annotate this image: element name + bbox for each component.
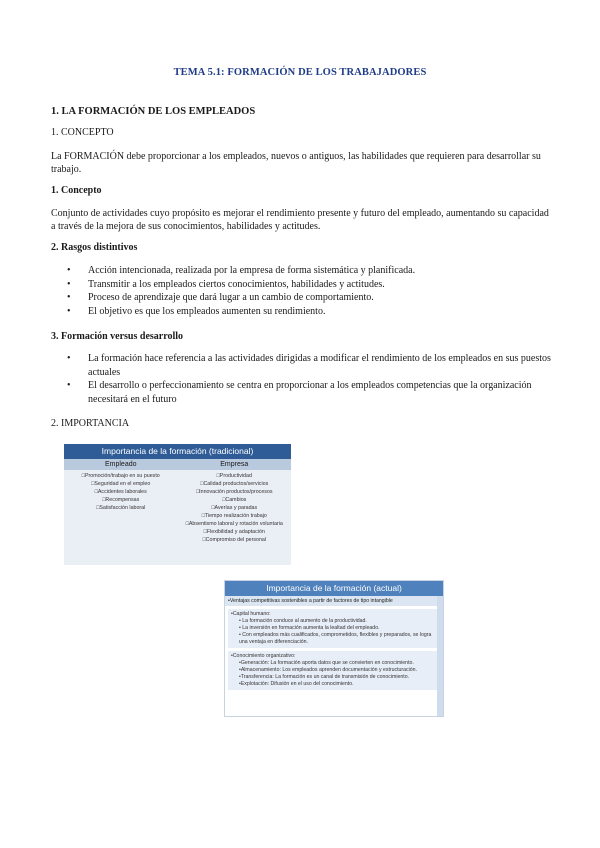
list-item: □Absentismo laboral y rotación voluntaria (185, 521, 283, 527)
conocimiento-section (228, 651, 440, 690)
list-item: □Compromiso del personal (202, 537, 267, 543)
bullet-icon: • (67, 380, 71, 391)
actual-importance-figure (224, 580, 444, 717)
list-item: □Productividad (216, 473, 252, 479)
list-item: • El desarrollo o perfeccionamiento se centra en proporcionar a los empleados competencias que la organización necesitará en el futuro (67, 380, 532, 405)
intro-paragraph: La FORMACIÓN debe proporcionar a los empleados, nuevos o antiguos, las habilidades que requieren para desarrollar su trabajo. (51, 151, 541, 175)
list-item: • Con empleados más cualificados, comprometidos, flexibles y preparados, se logra una ventaja en diferenciación. (239, 632, 432, 645)
list-item: □Calidad productos/servicios (200, 481, 269, 487)
figure-lead: •Ventajas competitivas sostenibles a partir de factores de tipo intangible (225, 596, 443, 606)
list-item: □Innovación productos/procesos (195, 489, 273, 495)
capital-humano-section (228, 609, 440, 648)
list-item: • El objetivo es que los empleados aumenten su rendimiento. (67, 305, 326, 317)
section-heading: 1. LA FORMACIÓN DE LOS EMPLEADOS (51, 106, 256, 117)
bullet-icon: • (67, 278, 71, 290)
list-item: •Generación: La formación aporta datos que se convierten en conocimiento. (239, 660, 414, 666)
section-heading: •Conocimiento organizativo: (231, 653, 296, 659)
formacion-desarrollo-list (51, 352, 561, 406)
list-item: □Satisfacción laboral (96, 505, 146, 511)
concept-label: 1. CONCEPTO (51, 127, 114, 138)
concepto-paragraph: Conjunto de actividades cuyo propósito es mejorar el rendimiento presente y futuro del empleado, aumentando su capacidad a través de la mejora de sus conocimientos, habilidades y actitudes. (51, 208, 549, 232)
list-item: •Transferencia: La formación es un canal de transmisión de conocimiento. (239, 674, 410, 680)
subheading-rasgos: 2. Rasgos distintivos (51, 242, 138, 253)
bullet-icon: • (67, 265, 71, 276)
list-item: • Transmitir a los empleados ciertos conocimientos, habilidades y actitudes. (67, 278, 385, 290)
empleado-list (64, 472, 178, 544)
bullet-icon: • (67, 353, 71, 364)
figure-title: Importancia de la formación (tradicional) (64, 444, 291, 459)
list-item: □Averías y paradas (211, 505, 258, 511)
list-item: •Almacenamiento: Los empleados aprenden documentación y estructuración. (239, 667, 418, 673)
subheading-concepto: 1. Concepto (51, 185, 102, 196)
column-header-empleado: Empleado (104, 461, 137, 468)
decorative-bar (437, 596, 443, 716)
figure-title: Importancia de la formación (actual) (225, 581, 443, 596)
list-item: □Flexibilidad y adaptación (203, 529, 265, 535)
empresa-list (178, 472, 292, 544)
list-item: • Proceso de aprendizaje que dará lugar a un cambio de comportamiento. (67, 292, 374, 303)
list-item: • La formación hace referencia a las actividades dirigidas a modificar el rendimiento de los empleados en sus puestos actuales (67, 353, 551, 378)
column-header-empresa: Empresa (220, 461, 249, 468)
list-item: •Explotación: Difusión en el uso del conocimiento. (239, 681, 354, 687)
bullet-icon: • (67, 292, 71, 303)
importance-label: 2. IMPORTANCIA (51, 418, 130, 429)
bullet-icon: • (67, 305, 71, 317)
list-item: □Cambios (222, 497, 247, 503)
list-item: • Acción intencionada, realizada por la empresa de forma sistemática y planificada. (67, 265, 416, 276)
list-item: • La formación conduce al aumento de la productividad. (239, 618, 367, 624)
list-item: • La inversión en formación aumenta la lealtad del empleado. (239, 625, 380, 631)
section-heading: •Capital humano: (231, 611, 271, 617)
list-item: □Seguridad en el empleo (91, 481, 151, 487)
document-title: TEMA 5.1: FORMACIÓN DE LOS TRABAJADORES (173, 67, 427, 78)
traditional-importance-figure (64, 444, 291, 565)
subheading-formacion-desarrollo: 3. Formación versus desarrollo (51, 331, 184, 342)
list-item: □Accidentes laborales (94, 489, 147, 495)
list-item: □Tiempo realización trabajo (201, 513, 267, 519)
list-item: □Promoción/trabajo en su puesto (81, 473, 160, 479)
rasgos-list (51, 264, 561, 318)
list-item: □Recompensas (102, 497, 140, 503)
